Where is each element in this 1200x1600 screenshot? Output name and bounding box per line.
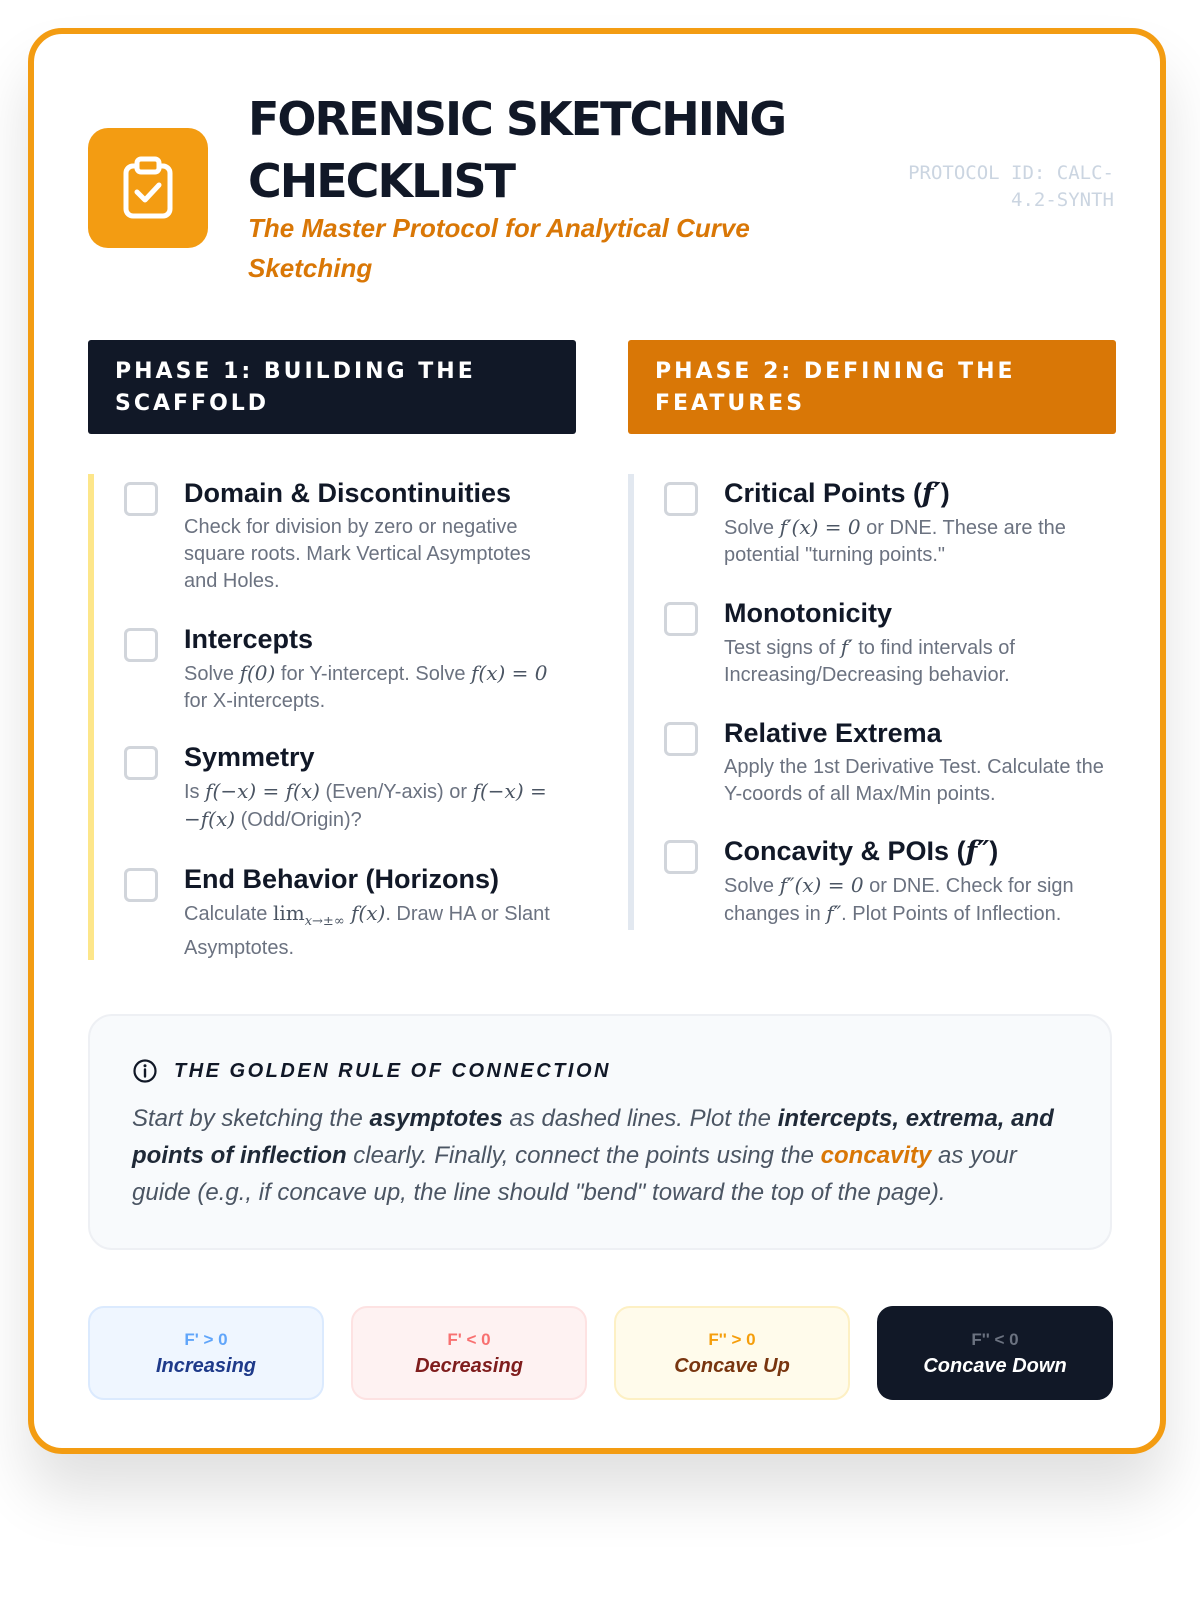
checkbox[interactable] bbox=[664, 482, 698, 516]
item-title: Concavity & POIs (f″) bbox=[724, 836, 999, 867]
checkbox[interactable] bbox=[124, 628, 158, 662]
item-description: Apply the 1st Derivative Test. Calculate the Y-coords of all Max/Min points. bbox=[724, 756, 1104, 805]
legend-increasing: F' > 0 Increasing bbox=[88, 1306, 324, 1400]
checkbox[interactable] bbox=[664, 602, 698, 636]
golden-rule-text: Start by sketching the asymptotes as dashed lines. Plot the intercepts, extrema, and points of inflection clearly. Finally, connect the points using the concavity as your guide (e.g., if concave up, the line should "bend" toward the top of the page). bbox=[132, 1105, 1054, 1206]
checkbox[interactable] bbox=[124, 746, 158, 780]
logo-badge bbox=[88, 128, 208, 248]
legend-concave-down: F'' < 0 Concave Down bbox=[877, 1306, 1113, 1400]
legend-decreasing: F' < 0 Decreasing bbox=[351, 1306, 587, 1400]
item-description: Solve f(0) for Y-intercept. Solve f(x) = 0 for X-intercepts. bbox=[184, 661, 548, 712]
golden-rule-header bbox=[132, 1058, 611, 1084]
phase2-list bbox=[628, 474, 1122, 930]
item-title: End Behavior (Horizons) bbox=[184, 864, 500, 894]
checkbox[interactable] bbox=[124, 868, 158, 902]
info-icon bbox=[132, 1058, 158, 1084]
golden-rule-title: THE GOLDEN RULE OF CONNECTION bbox=[174, 1059, 611, 1082]
phase1-header: PHASE 1: BUILDING THE SCAFFOLD bbox=[88, 340, 576, 434]
item-title: Intercepts bbox=[184, 624, 314, 654]
item-description: Test signs of f′ to find intervals of Increasing/Decreasing behavior. bbox=[724, 635, 1015, 686]
phase2-header: PHASE 2: DEFINING THE FEATURES bbox=[628, 340, 1116, 434]
legend-concave-up: F'' > 0 Concave Up bbox=[614, 1306, 850, 1400]
clipboard-check-icon bbox=[120, 156, 176, 220]
item-description: Solve f″(x) = 0 or DNE. Check for sign changes in f″. Plot Points of Inflection. bbox=[724, 873, 1074, 925]
item-title: Symmetry bbox=[184, 742, 315, 772]
protocol-id: PROTOCOL ID: CALC- 4.2-SYNTH bbox=[908, 162, 1114, 211]
item-title: Relative Extrema bbox=[724, 718, 942, 748]
checkbox[interactable] bbox=[664, 840, 698, 874]
item-title: Domain & Discontinuities bbox=[184, 478, 512, 508]
page-title: FORENSIC SKETCHING CHECKLIST bbox=[248, 92, 786, 208]
item-description: Solve f′(x) = 0 or DNE. These are the potential "turning points." bbox=[724, 515, 1066, 566]
item-description: Calculate $\lim_{x\to\pm\infty} f(x)$. Draw HA or Slant Asymptotes. bbox=[184, 901, 550, 959]
checkbox[interactable] bbox=[124, 482, 158, 516]
golden-rule-panel bbox=[88, 1014, 1112, 1250]
checkbox[interactable] bbox=[664, 722, 698, 756]
phase1-list bbox=[88, 474, 582, 960]
item-description: Is f(−x) = f(x) (Even/Y-axis) or f(−x) = −f(x) (Odd/Origin)? bbox=[184, 779, 547, 831]
page-subtitle: The Master Protocol for Analytical Curve Sketching bbox=[248, 213, 750, 283]
item-title: Monotonicity bbox=[724, 598, 892, 628]
item-title: Critical Points (f′) bbox=[724, 478, 950, 509]
item-description: Check for division by zero or negative square roots. Mark Vertical Asymptotes and Holes. bbox=[184, 516, 531, 592]
